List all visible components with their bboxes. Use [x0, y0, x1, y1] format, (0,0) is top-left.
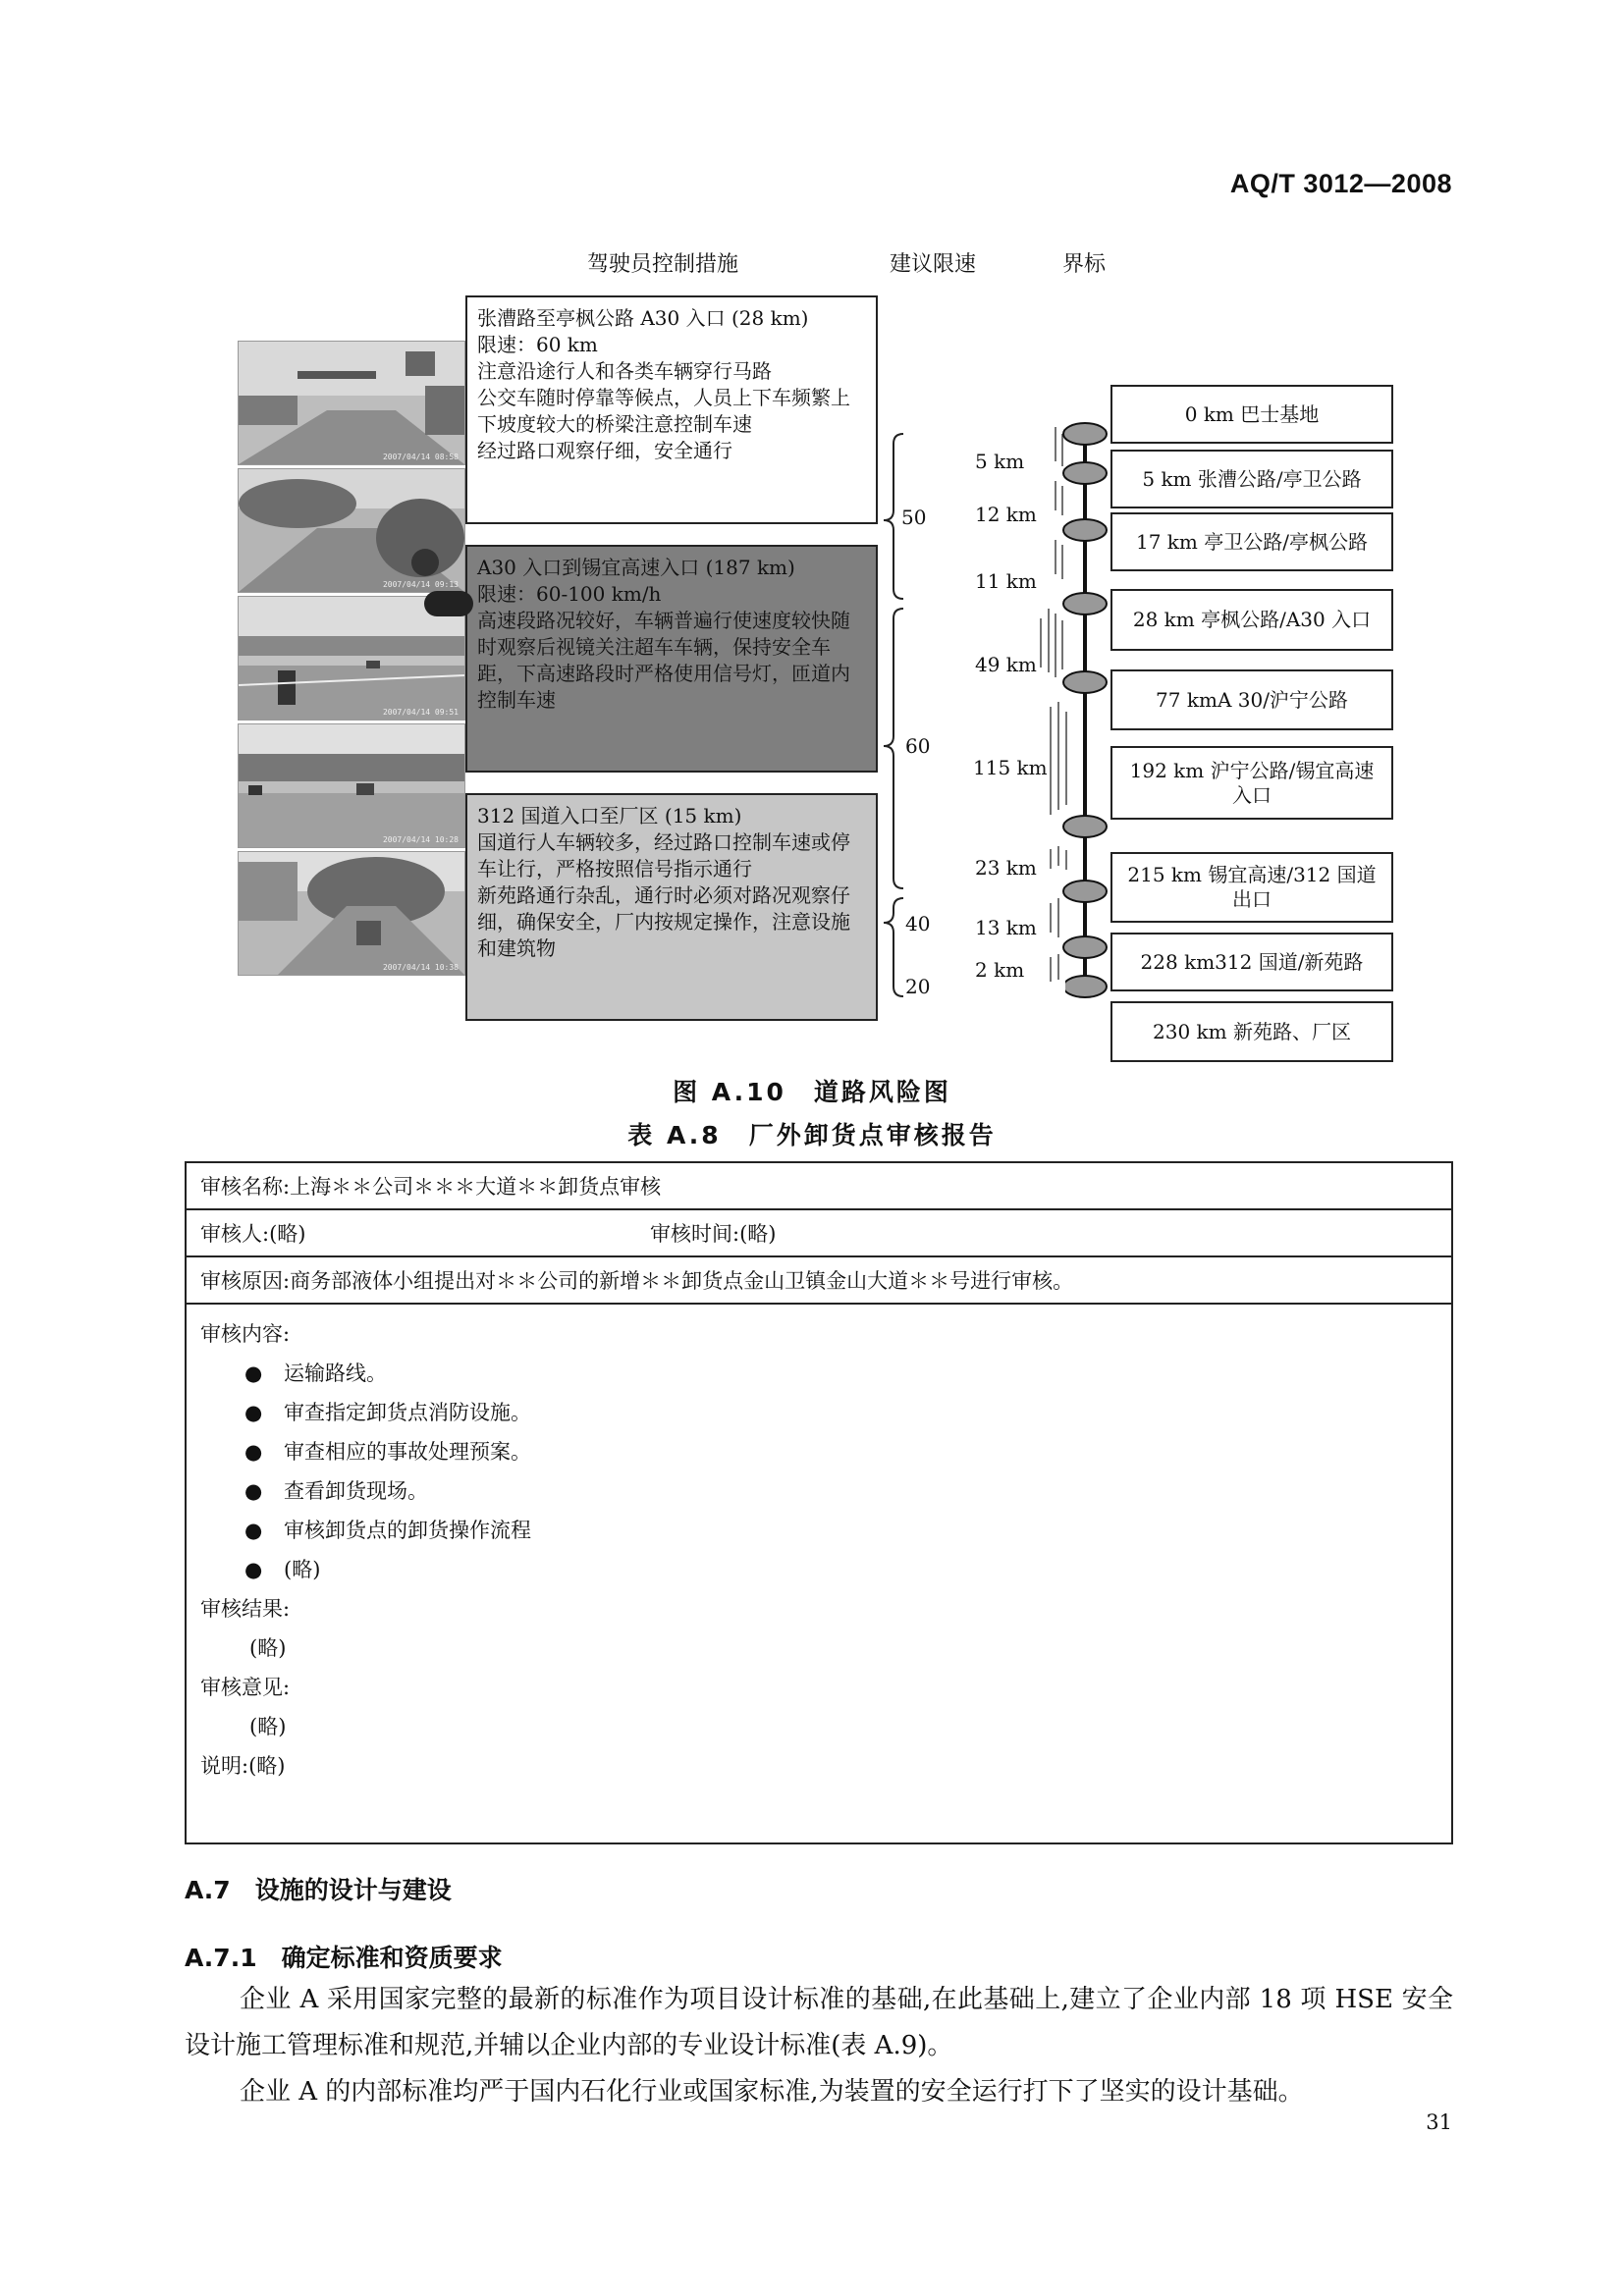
- stop-box: 215 km 锡宜高速/312 国道出口: [1110, 852, 1393, 923]
- header-speed-limit: 建议限速: [890, 252, 977, 277]
- section-a71-title: A.7.1 确定标准和资质要求: [185, 1944, 503, 1972]
- stop-box: 228 km312 国道/新苑路: [1110, 933, 1393, 991]
- segment-distance: 2 km: [975, 958, 1025, 982]
- bullet-dot: ●: [244, 1479, 263, 1503]
- speed-limit-3: 40: [905, 912, 931, 935]
- speed-limit-4: 20: [905, 975, 931, 998]
- photo-timestamp: 2007/04/14 09:13: [382, 580, 459, 589]
- segment-distance: 5 km: [975, 450, 1025, 473]
- list-item-text: 审核卸货点的卸货操作流程: [284, 1519, 531, 1542]
- segment-distance: 13 km: [975, 916, 1037, 939]
- route-end-node: [1065, 972, 1110, 1001]
- paragraph-2: 企业 A 的内部标准均严于国内石化行业或国家标准,为装置的安全运行打下了坚实的设计基础。: [240, 2077, 1304, 2107]
- list-item: [200, 1354, 1437, 1393]
- road-photo-1: [238, 341, 465, 465]
- list-item: [200, 1550, 1437, 1589]
- stop-box: 5 km 张漕公路/亭卫公路: [1110, 450, 1393, 508]
- list-item: [200, 1393, 1437, 1432]
- control-box-1: 张漕路至亭枫公路 A30 入口 (28 km) 限速：60 km 注意沿途行人和各类车辆穿行马路 公交车随时停靠等候点，人员上下车频繁上下坡度较大的桥梁注意控制车速 经过路口观察仔细，安全通行: [465, 295, 878, 524]
- list-item-text: (略): [284, 1558, 321, 1581]
- opinion-value: (略): [249, 1715, 287, 1738]
- header-driver-measures: 驾驶员控制措施: [587, 252, 739, 277]
- segment-distance: 115 km: [973, 756, 1048, 779]
- overlay-blob: [424, 591, 473, 616]
- auditor: 审核人:(略): [186, 1209, 636, 1256]
- figure-caption: 图 A.10 道路风险图: [673, 1078, 951, 1106]
- bullet-dot: ●: [244, 1519, 263, 1542]
- section-a7-title: A.7 设施的设计与建设: [185, 1876, 452, 1904]
- control-box-3: 312 国道入口至厂区 (15 km) 国道行人车辆较多，经过路口控制车速或停车让行，严格按照信号指示通行 新苑路通行杂乱，通行时必须对路况观察仔细，确保安全，厂内按规定操作，注意设施和建筑物: [465, 793, 878, 1021]
- list-item: [200, 1471, 1437, 1511]
- route-line: [1031, 412, 1110, 1001]
- stop-box: 28 km 亭枫公路/A30 入口: [1110, 589, 1393, 651]
- content-label: 审核内容:: [200, 1322, 291, 1346]
- road-photo-2: [238, 468, 465, 593]
- audit-name: 审核名称:上海＊＊公司＊＊＊大道＊＊卸货点审核: [186, 1162, 1452, 1209]
- audit-reason: 审核原因:商务部液体小组提出对＊＊公司的新增＊＊卸货点金山卫镇金山大道＊＊号进行审核。: [186, 1256, 1452, 1304]
- note: 说明:(略): [200, 1754, 286, 1778]
- segment-distance: 49 km: [975, 653, 1037, 676]
- photo-timestamp: 2007/04/14 10:38: [382, 963, 459, 972]
- list-item-text: 查看卸货现场。: [284, 1479, 428, 1503]
- segment-distance: 12 km: [975, 503, 1037, 526]
- list-item-text: 审查指定卸货点消防设施。: [284, 1401, 531, 1424]
- list-item-text: 审查相应的事故处理预案。: [284, 1440, 531, 1464]
- audit-content-cell: [186, 1304, 1452, 1843]
- stop-box: 192 km 沪宁公路/锡宜高速入口: [1110, 746, 1393, 820]
- photo-timestamp: 2007/04/14 10:28: [382, 835, 459, 844]
- table-caption: 表 A.8 厂外卸货点审核报告: [627, 1121, 997, 1149]
- stop-box: 230 km 新苑路、厂区: [1110, 1001, 1393, 1062]
- paragraph-1: 企业 A 采用国家完整的最新的标准作为项目设计标准的基础,在此基础上,建立了企业内部 18 项 HSE 安全设计施工管理标准和规范,并辅以企业内部的专业设计标准(表 A.9)。: [185, 1985, 1453, 2060]
- bullet-dot: ●: [244, 1558, 263, 1581]
- photo-timestamp: 2007/04/14 09:51: [382, 708, 459, 717]
- audit-time: 审核时间:(略): [636, 1209, 1452, 1256]
- list-item: [200, 1432, 1437, 1471]
- stop-box: 77 kmA 30/沪宁公路: [1110, 669, 1393, 730]
- control-box-2: A30 入口到锡宜高速入口 (187 km) 限速：60-100 km/h 高速段路况较好，车辆普遍行使速度较快随时观察后视镜关注超车车辆，保持安全车距，下高速路段时严格使用信号灯，匝道内控制车速: [465, 545, 878, 773]
- segment-distance: 11 km: [975, 569, 1037, 593]
- bullet-dot: ●: [244, 1362, 263, 1385]
- road-photo-4: [238, 723, 465, 848]
- bullet-dot: ●: [244, 1440, 263, 1464]
- list-item: [200, 1511, 1437, 1550]
- photo-timestamp: 2007/04/14 08:58: [382, 453, 459, 461]
- list-item-text: 运输路线。: [284, 1362, 387, 1385]
- stop-box: 17 km 亭卫公路/亭枫公路: [1110, 512, 1393, 571]
- bullet-dot: ●: [244, 1401, 263, 1424]
- speed-limit-2: 60: [905, 734, 931, 758]
- opinion-label: 审核意见:: [200, 1676, 291, 1699]
- standard-number: AQ/T 3012—2008: [1229, 169, 1452, 198]
- result-value: (略): [249, 1636, 287, 1660]
- page-number: 31: [1426, 2110, 1452, 2134]
- segment-distance: 23 km: [975, 856, 1037, 880]
- speed-limit-1: 50: [901, 506, 927, 529]
- result-label: 审核结果:: [200, 1597, 291, 1621]
- audit-report-table: [185, 1161, 1453, 1844]
- header-marker: 界标: [1062, 252, 1107, 277]
- stop-box: 0 km 巴士基地: [1110, 385, 1393, 444]
- road-photo-5: [238, 851, 465, 976]
